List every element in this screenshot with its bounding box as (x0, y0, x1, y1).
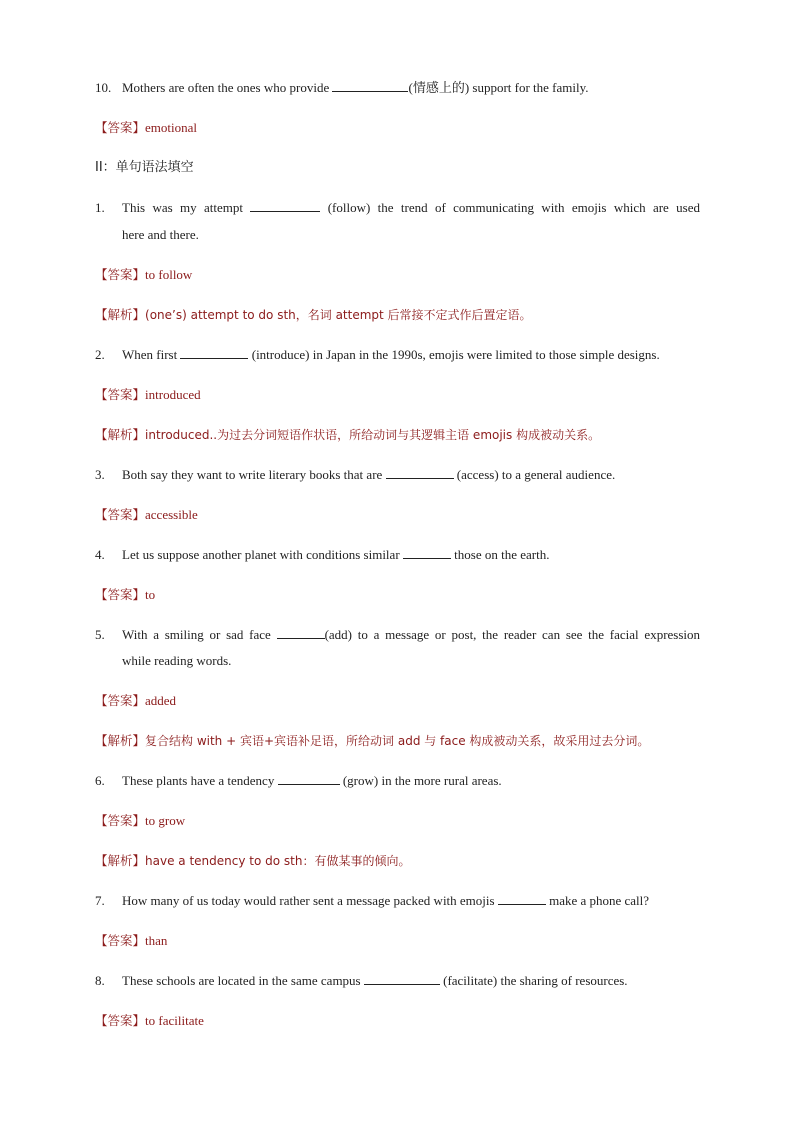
question-text (122, 467, 615, 483)
answer-blank (498, 893, 546, 905)
answer-text: emotional (145, 120, 198, 135)
answer-label: 【答案】 (95, 813, 146, 828)
answer-text: than (145, 933, 168, 948)
question-text-part: (follow) the trend of communicating with emojis which are used (327, 200, 701, 215)
analysis-text: introduced..为过去分词短语作状语，所给动词与其逻辑主语 emojis 构成被动关系。 (145, 428, 601, 442)
question-number: 5. (95, 627, 105, 642)
question-text-part: (facilitate) the sharing of resources. (443, 973, 628, 988)
analysis-line (95, 307, 532, 323)
question-text-part: These plants have a tendency (122, 773, 275, 788)
answer-label: 【答案】 (95, 387, 146, 402)
analysis-text: (one’s) attempt to do sth，名词 attempt 后常接不定式作后置定语。 (145, 308, 532, 322)
answer-line (95, 587, 155, 603)
question-text-part: (introduce) in Japan in the 1990s, emojis were limited to those simple designs. (251, 347, 660, 362)
answer-line (95, 267, 192, 283)
question-number: 8. (95, 973, 105, 988)
answer-text: to (145, 587, 156, 602)
answer-label: 【答案】 (95, 267, 146, 282)
analysis-line (95, 427, 600, 443)
answer-text: to follow (145, 267, 193, 282)
analysis-label: 【解析】 (95, 427, 146, 442)
analysis-line (95, 853, 410, 869)
question-text-part: When first (122, 347, 178, 362)
question-text-part: make a phone call? (549, 893, 650, 908)
answer-blank (277, 627, 325, 639)
question-text-part: (add) to a message or post, the reader can see the facial expression (324, 627, 701, 642)
answer-line (95, 813, 185, 829)
question-text (122, 893, 649, 909)
answer-blank (250, 200, 320, 212)
answer-blank (278, 773, 340, 785)
question-text-part: These schools are located in the same campus (122, 973, 361, 988)
answer-text: introduced (145, 387, 201, 402)
answer-blank (403, 547, 451, 559)
question-text-part: Mothers are often the ones who provide (122, 80, 330, 95)
question-text-part: This was my attempt (122, 200, 243, 215)
question-text (122, 973, 628, 989)
section-heading: II：单句语法填空 (95, 160, 194, 175)
answer-line (95, 387, 201, 403)
question-text-part: (access) to a general audience. (456, 467, 616, 482)
question-number: 1. (95, 200, 105, 215)
analysis-line (95, 733, 649, 749)
answer-label: 【答案】 (95, 933, 146, 948)
analysis-label: 【解析】 (95, 853, 146, 868)
question-text-part: How many of us today would rather sent a message packed with emojis (122, 893, 495, 908)
analysis-label: 【解析】 (95, 733, 146, 748)
answer-text: added (145, 693, 177, 708)
question-number: 3. (95, 467, 105, 482)
answer-line (95, 120, 197, 136)
answer-label: 【答案】 (95, 693, 146, 708)
answer-blank (180, 347, 248, 359)
question-text-continued: while reading words. (122, 653, 232, 668)
answer-line (95, 933, 167, 949)
question-text-part: With a smiling or sad face (122, 627, 271, 642)
question-text (122, 200, 700, 216)
answer-text: accessible (145, 507, 198, 522)
answer-line (95, 693, 176, 709)
question-text (122, 80, 589, 96)
question-text-part: Both say they want to write literary books that are (122, 467, 383, 482)
question-text-part: Let us suppose another planet with conditions similar (122, 547, 400, 562)
answer-blank (364, 973, 440, 985)
question-text (122, 773, 502, 789)
question-text-part: (grow) in the more rural areas. (342, 773, 502, 788)
answer-label: 【答案】 (95, 120, 146, 135)
answer-text: to facilitate (145, 1013, 204, 1028)
answer-text: to grow (145, 813, 186, 828)
answer-line (95, 507, 198, 523)
answer-blank (386, 467, 454, 479)
question-text (122, 627, 700, 643)
analysis-text: have a tendency to do sth：有做某事的倾向。 (145, 854, 411, 868)
question-number: 6. (95, 773, 105, 788)
question-number: 2. (95, 347, 105, 362)
question-text-part: those on the earth. (454, 547, 550, 562)
question-text-continued: here and there. (122, 227, 199, 242)
analysis-text: 复合结构 with + 宾语+宾语补足语，所给动词 add 与 face 构成被动关系，故采用过去分词。 (145, 734, 650, 748)
question-text (122, 547, 549, 563)
analysis-label: 【解析】 (95, 307, 146, 322)
question-number: 4. (95, 547, 105, 562)
question-text (122, 347, 660, 363)
answer-line (95, 1013, 204, 1029)
answer-label: 【答案】 (95, 587, 146, 602)
question-hint: (情感上的) support for the family. (408, 80, 589, 95)
question-number: 7. (95, 893, 105, 908)
answer-blank (332, 80, 408, 92)
question-number: 10. (95, 80, 112, 95)
answer-label: 【答案】 (95, 1013, 146, 1028)
answer-label: 【答案】 (95, 507, 146, 522)
